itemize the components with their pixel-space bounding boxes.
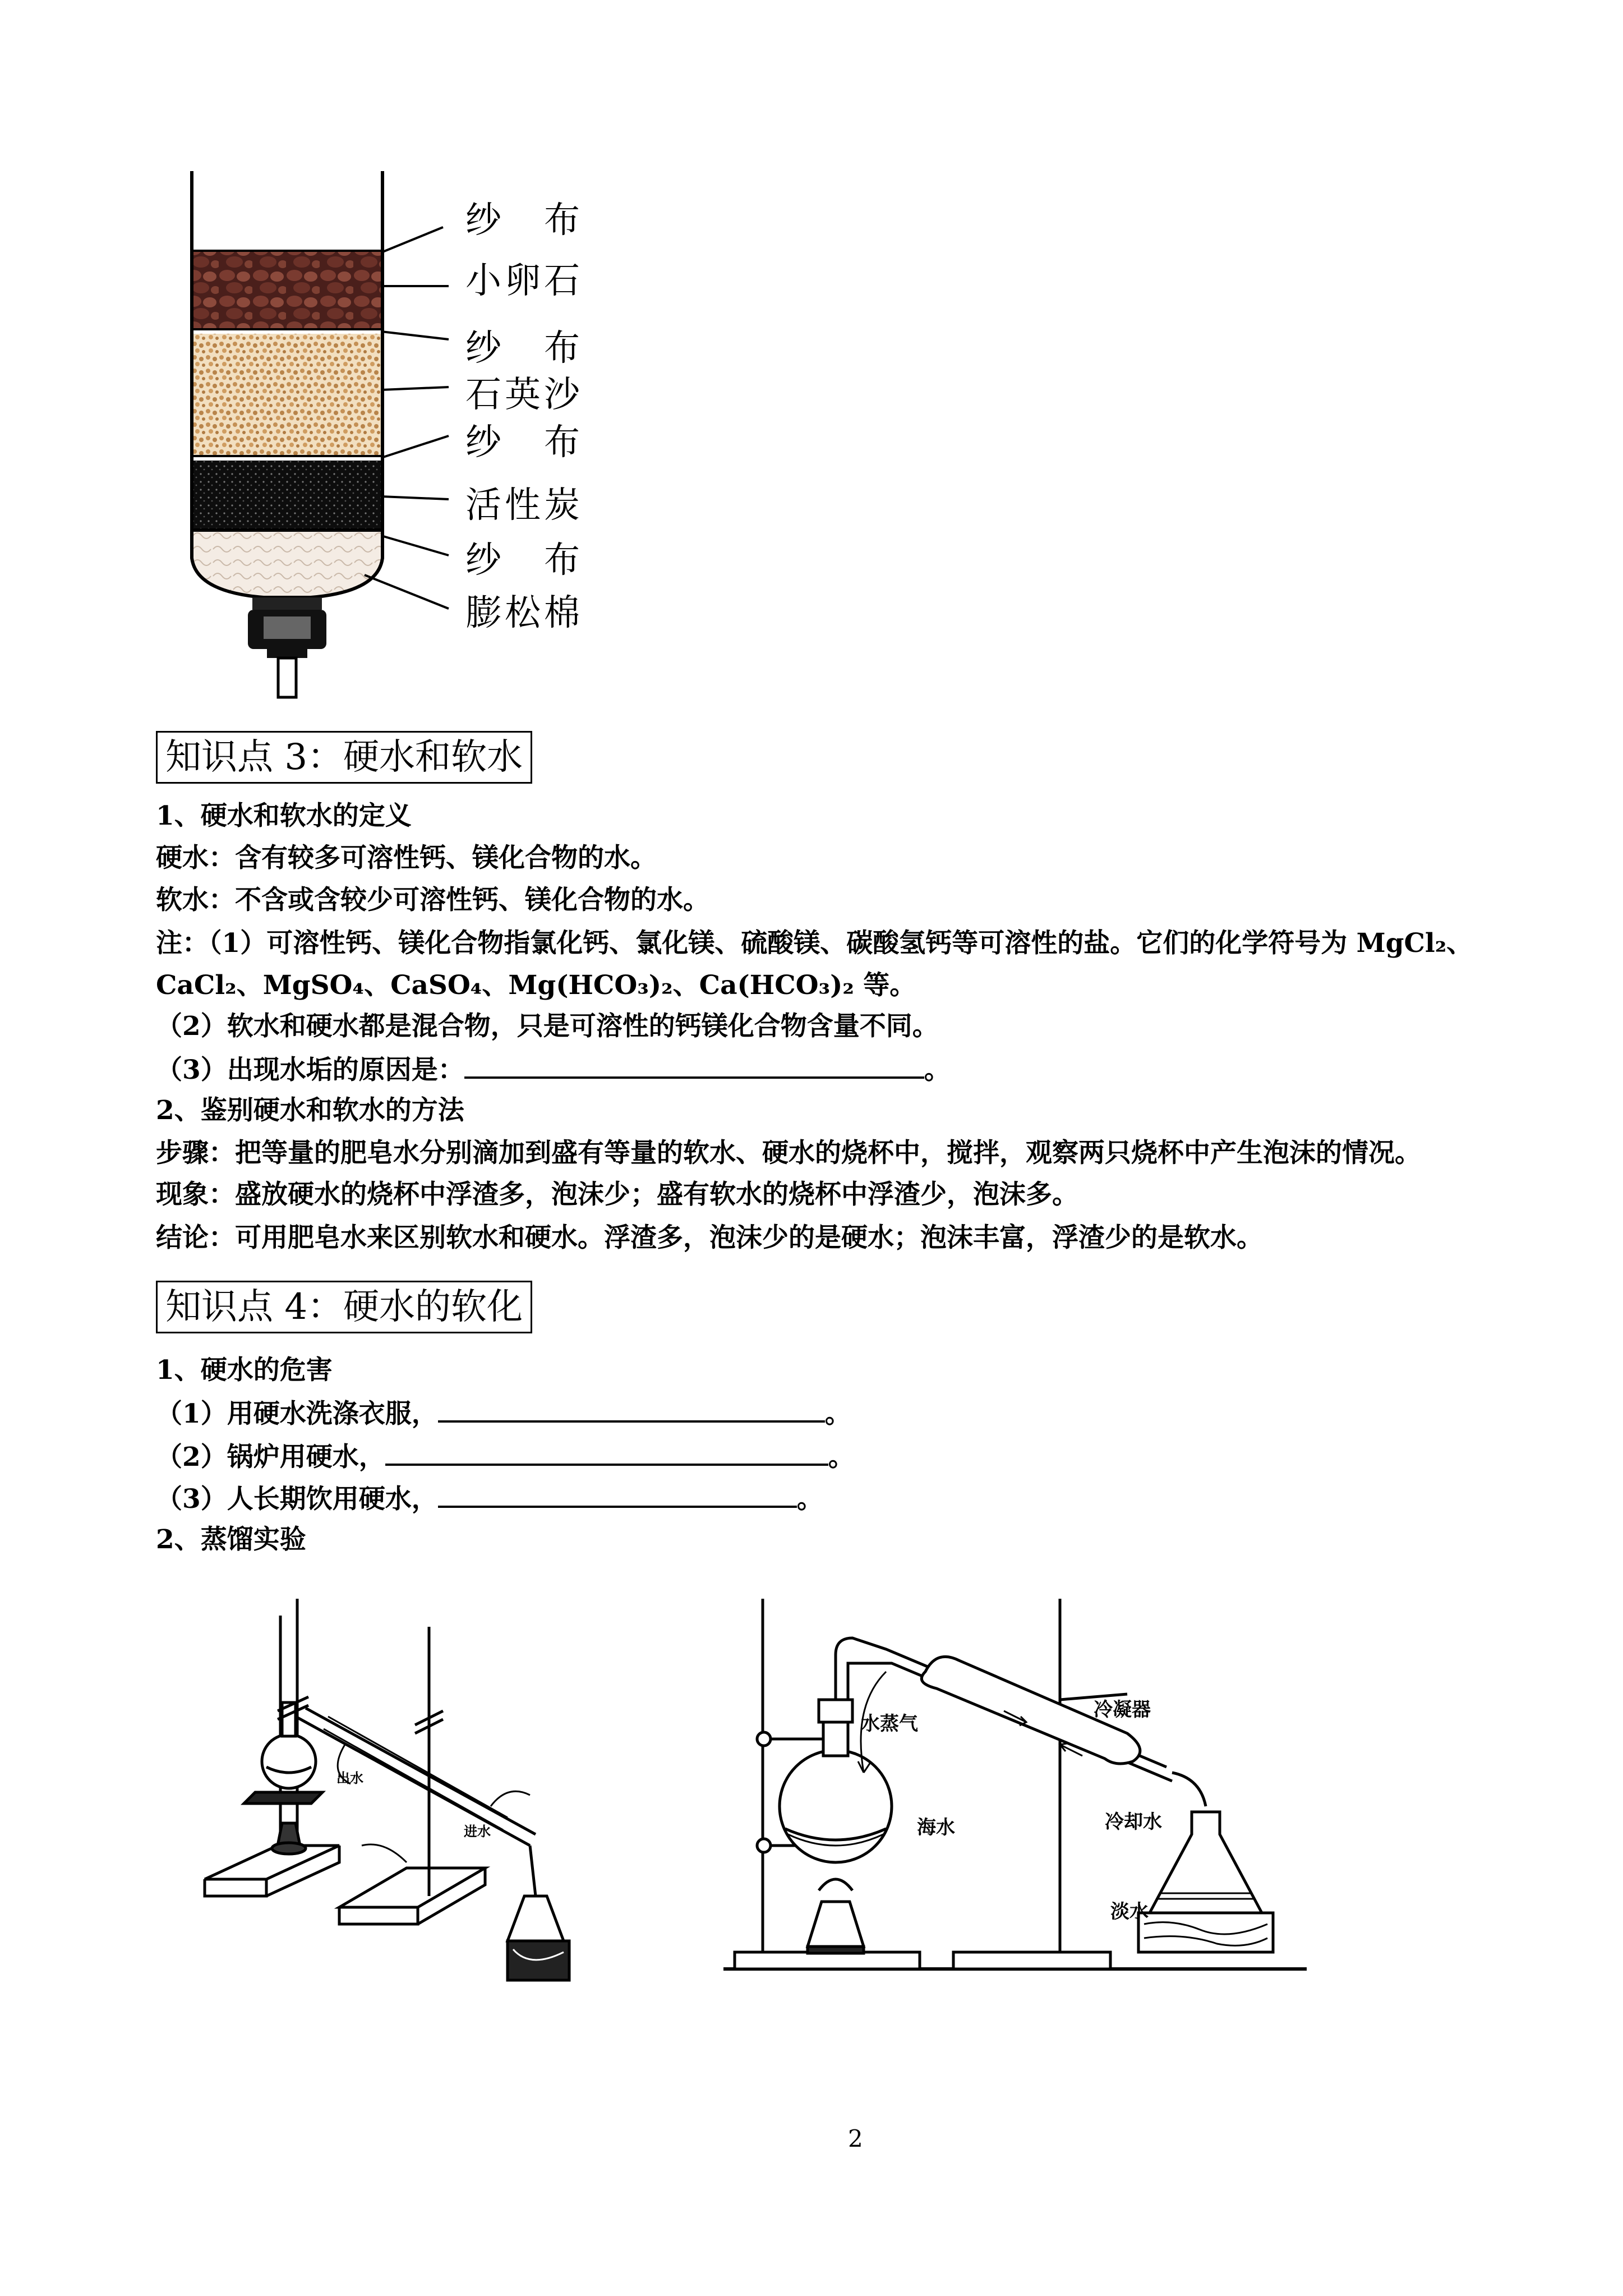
apparatus-right-drawing: [723, 1588, 1318, 1986]
harm-3-blank[interactable]: [438, 1481, 797, 1508]
apparatus-left-label-inlet: 进水: [464, 1824, 491, 1839]
harm-2-period: 。: [828, 1442, 855, 1473]
note-2: （2）软水和硬水都是混合物，只是可溶性的钙镁化合物含量不同。: [156, 1011, 939, 1042]
filter-label-gauze-2: 纱 布: [465, 328, 583, 369]
section3-heading: 知识点 3：硬水和软水: [156, 731, 532, 784]
note-3-label: （3）出现水垢的原因是：: [156, 1055, 464, 1085]
distillation-apparatus-left: [193, 1582, 620, 1986]
identify-conclusion: 结论：可用肥皂水来区别软水和硬水。浮渣多，泡沫少的是硬水；泡沫丰富，浮渣少的是软水。: [156, 1222, 1263, 1253]
identify-step: 步骤：把等量的肥皂水分别滴加到盛有等量的软水、硬水的烧杯中，搅拌，观察两只烧杯中产生泡沫的情况。: [156, 1138, 1421, 1168]
apparatus-right-label-seawater: 海水: [917, 1816, 955, 1839]
harm-2-blank[interactable]: [385, 1439, 828, 1466]
harm-3: [156, 1481, 823, 1516]
harm-1-blank[interactable]: [438, 1396, 825, 1423]
filter-label-activated-carbon: 活性炭: [465, 485, 583, 526]
note-3-period: 。: [924, 1055, 951, 1085]
harm-3-label: （3）人长期饮用硬水，: [156, 1484, 438, 1515]
section3-subtitle-identify: 2、鉴别硬水和软水的方法: [156, 1095, 464, 1126]
distillation-apparatus-right: [723, 1588, 1318, 1986]
apparatus-right-label-steam: 水蒸气: [861, 1713, 918, 1735]
filter-label-gauze-1: 纱 布: [465, 200, 583, 241]
harm-1: [156, 1396, 851, 1431]
apparatus-right-label-cooling-water: 冷却水: [1105, 1811, 1162, 1833]
harm-3-period: 。: [796, 1484, 823, 1515]
identify-phenomenon: 现象：盛放硬水的烧杯中浮渣多，泡沫少；盛有软水的烧杯中浮渣少，泡沫多。: [156, 1179, 1078, 1210]
hard-water-definition: 硬水：含有较多可溶性钙、镁化合物的水。: [156, 843, 657, 873]
page-number: 2: [848, 2125, 863, 2152]
apparatus-left-label-outlet: 出水: [336, 1770, 363, 1786]
filter-label-gauze-4: 纱 布: [465, 540, 583, 581]
note-3-blank[interactable]: [464, 1052, 924, 1079]
water-filter-figure: [151, 165, 628, 704]
note-1-line-b: CaCl₂、MgSO₄、CaSO₄、Mg(HCO₃)₂、Ca(HCO₃)₂ 等。: [156, 970, 916, 1001]
filter-label-quartz-sand: 石英沙: [465, 374, 583, 416]
harm-1-period: 。: [824, 1398, 851, 1429]
apparatus-right-label-condenser: 冷凝器: [1094, 1699, 1151, 1721]
harm-2-label: （2）锅炉用硬水，: [156, 1442, 385, 1473]
soft-water-definition: 软水：不含或含较少可溶性钙、镁化合物的水。: [156, 885, 709, 915]
harm-2: [156, 1439, 855, 1474]
filter-label-pebbles: 小卵石: [465, 260, 583, 302]
section4-subtitle-harm: 1、硬水的危害: [156, 1355, 333, 1386]
note-1-line-a: 注：（1）可溶性钙、镁化合物指氯化钙、氯化镁、硫酸镁、碳酸氢钙等可溶性的盐。它们的化学符号为 MgCl₂、: [156, 928, 1473, 959]
filter-label-cotton: 膨松棉: [465, 592, 583, 634]
apparatus-left-drawing: [193, 1582, 620, 1986]
apparatus-right-label-fresh-water: 淡水: [1110, 1901, 1149, 1923]
filter-label-gauze-3: 纱 布: [465, 422, 583, 463]
section4-subtitle-distillation: 2、蒸馏实验: [156, 1524, 306, 1555]
section3-subtitle-definition: 1、硬水和软水的定义: [156, 800, 412, 831]
note-3: [156, 1052, 951, 1087]
harm-1-label: （1）用硬水洗涤衣服，: [156, 1398, 438, 1429]
section4-heading: 知识点 4：硬水的软化: [156, 1281, 532, 1333]
